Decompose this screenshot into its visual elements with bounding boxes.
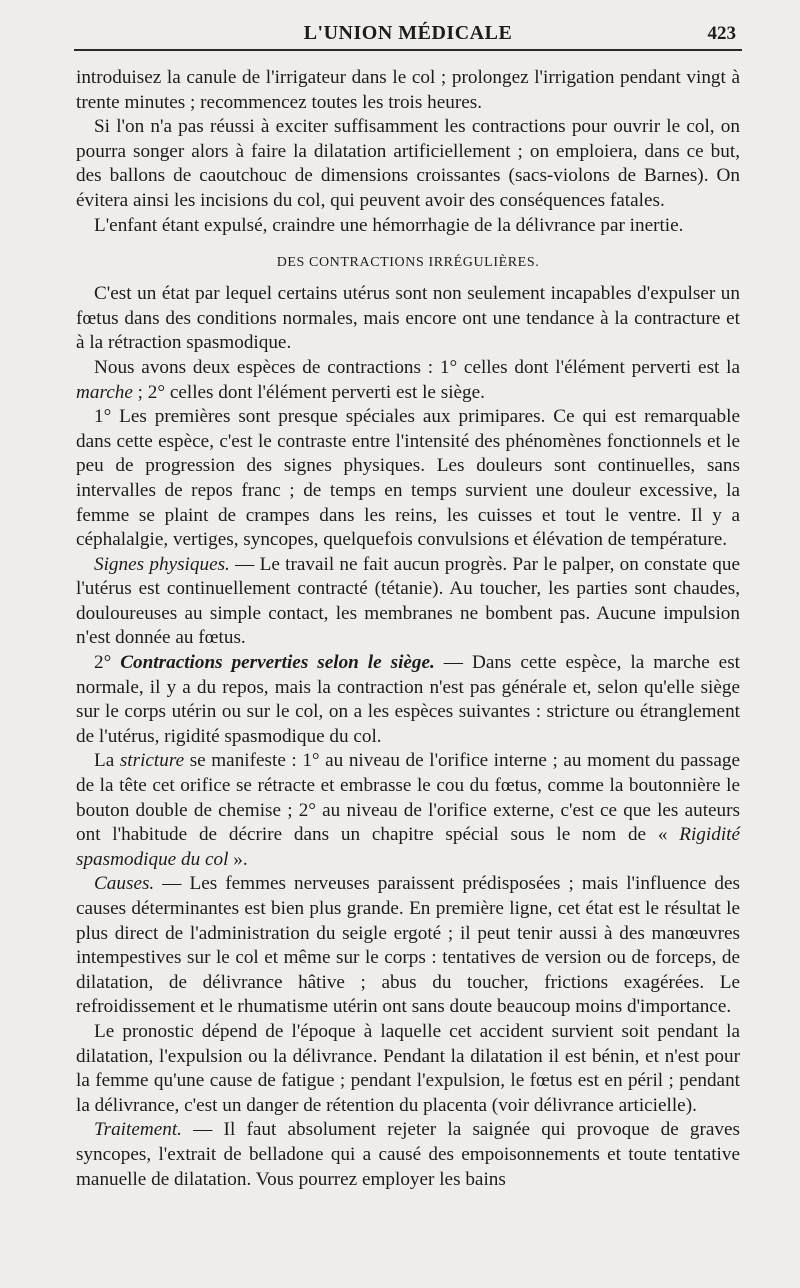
paragraph-11: Le pronostic dépend de l'époque à laquelle cet accident survient soit pendant la dilatation, l'expulsion ou la délivrance. Pendant la dilatation il est bénin, et n'est pour la femme qu'une cause de fatigue ; pendant l'expulsion, le fœtus est en péril ; pendant la délivrance, c'est un danger de rétention du placenta (voir délivrance articielle). [76, 1020, 740, 1116]
paragraph-9-text-a: La [94, 750, 120, 772]
emphasis-rigidite: Rigidité spasmodique du col [76, 824, 740, 870]
paragraph-10 [76, 872, 740, 1020]
header-rule [74, 49, 742, 51]
paragraph-12 [76, 1118, 740, 1192]
paragraph-10-text: — Les femmes nerveuses paraissent prédisposées ; mais l'influence des causes déterminantes est bien plus grande. En première ligne, cet état est le résultat le plus direct de l'administration du seigle ergoté ; il peut tenir aussi à des manœuvres intempestives sur le col et même sur le corps : tentatives de version ou de forceps, de dilatation, de délivrance hâtive ; abus du toucher, frictions exagérées. Le refroidissement et le rhumatisme utérin ont sans doute beaucoup moins d'importance. [76, 873, 740, 1018]
paragraph-5-text-a: Nous avons deux espèces de contractions : 1° celles dont l'élément perverti est la [94, 356, 740, 378]
subheading-signes-physiques: Signes physiques. [94, 553, 230, 575]
paragraph-2: Si l'on n'a pas réussi à exciter suffisamment les contractions pour ouvrir le col, on pourra songer alors à faire la dilatation artificiellement ; on emploiera, dans ce but, des ballons de caoutchouc de dimensions croissantes (sacs-violons de Barnes). On évitera ainsi les incisions du col, qui peuvent avoir des conséquences fatales. [76, 116, 740, 211]
subheading-contractions-perverties: Contractions perverties selon le siège. [120, 652, 435, 674]
paragraph-9-text-c: ». [228, 848, 248, 870]
paragraph-9 [76, 749, 740, 872]
paragraph-6: 1° Les premières sont presque spéciales aux primipares. Ce qui est remarquable dans cette espèce, c'est le contraste entre l'intensité des phénomènes fonctionnels et le peu de progression des signes physiques. Les douleurs sont continuelles, sans intervalles de repos franc ; de temps en temps survient une douleur excessive, la femme se plaint de crampes dans les reins, les cuisses et tout le ventre. Il y a céphalalgie, vertiges, syncopes, quelquefois convulsions et élévation de température. [76, 406, 740, 551]
paragraph-8 [76, 651, 740, 749]
paragraph-5 [76, 356, 740, 405]
article-body [76, 66, 740, 1192]
paragraph-7 [76, 553, 740, 651]
subheading-causes: Causes. [94, 873, 155, 895]
running-header [76, 18, 740, 48]
paragraph-4: C'est un état par lequel certains utérus sont non seulement incapables d'expulser un fœtus dans des conditions normales, mais encore ont une tendance à la contracture et à la rétraction spasmodique. [76, 283, 740, 354]
paragraph-3: L'enfant étant expulsé, craindre une hémorrhagie de la délivrance par inertie. [94, 214, 684, 236]
page-number: 423 [707, 23, 736, 44]
paragraph-12-text: — Il faut absolument rejeter la saignée qui provoque de graves syncopes, l'extrait de belladone qui a causé des empoisonnements et toute tentative manuelle de dilatation. Vous pourrez employer les bains [76, 1119, 740, 1190]
paragraph-7-text: — Le travail ne fait aucun progrès. Par le palper, on constate que l'utérus est continuellement contracté (tétanie). Au toucher, les parties sont chaudes, douloureuses au simple contact, les membranes ne bombent pas. Aucune impulsion n'est donnée au fœtus. [76, 553, 740, 649]
subheading-traitement: Traitement. [94, 1119, 182, 1141]
paragraph-8-number: 2° [94, 652, 121, 674]
journal-title: L'UNION MÉDICALE [303, 22, 513, 44]
section-heading: DES CONTRACTIONS IRRÉGULIÈRES. [276, 255, 540, 271]
paragraph-9-text-b: se manifeste : 1° au niveau de l'orifice interne ; au moment du passage de la tête cet orifice se rétracte et embrasse le cou du fœtus, comme la boutonnière le bouton double de chemise ; 2° au niveau de l'orifice externe, c'est ce que les auteurs ont l'habitude de décrire dans un chapitre spécial sous le nom de « [76, 750, 740, 846]
emphasis-marche: marche [76, 381, 133, 403]
paragraph-8-text: — Dans cette espèce, la marche est normale, il y a du repos, mais la contraction n'est pas générale et, selon qu'elle siège sur le corps utérin ou sur le col, on a les espèces suivantes : stricture ou étranglement de l'utérus, rigidité spasmodique du col. [76, 652, 740, 747]
paragraph-5-text-b: ; 2° celles dont l'élément perverti est le siège. [132, 381, 485, 403]
emphasis-stricture: stricture [119, 750, 185, 772]
paragraph-1: introduisez la canule de l'irrigateur dans le col ; prolongez l'irrigation pendant vingt à trente minutes ; recommencez toutes les trois heures. [76, 67, 740, 113]
